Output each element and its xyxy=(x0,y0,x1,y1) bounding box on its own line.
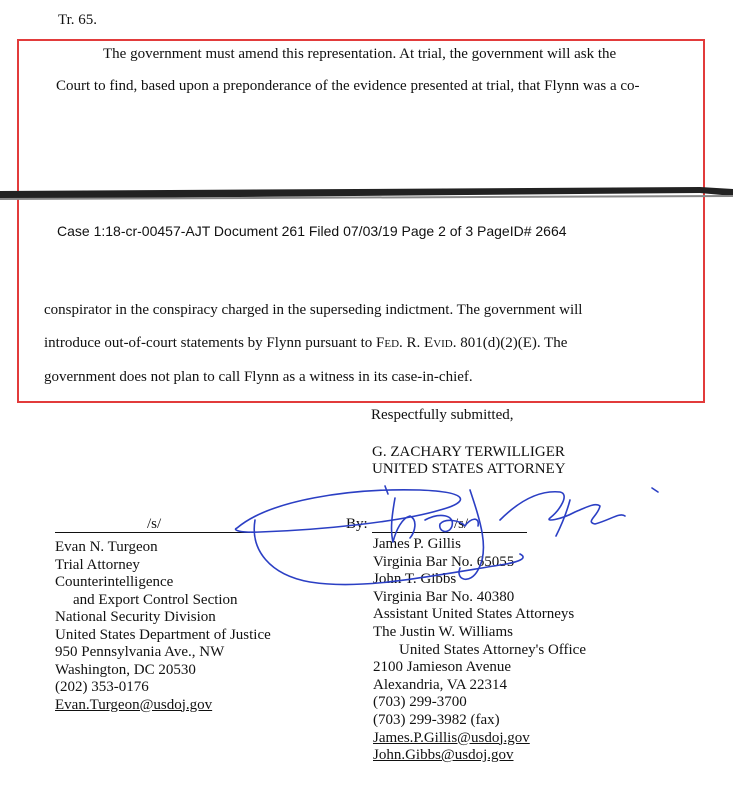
paragraph-2-line-3: government does not plan to call Flynn as a witness in its case-in-chief. xyxy=(44,369,473,385)
right-line: Alexandria, VA 22314 xyxy=(373,676,508,693)
by-label: By: xyxy=(346,516,368,532)
right-line: United States Attorney's Office xyxy=(399,641,586,658)
left-line: Counterintelligence xyxy=(55,574,174,590)
left-line: Trial Attorney xyxy=(55,556,140,573)
left-line: United States Department of Justice xyxy=(55,626,271,643)
right-line: Assistant United States Attorneys xyxy=(373,606,575,623)
left-line: and Export Control Section xyxy=(73,591,238,608)
closing: Respectfully submitted, xyxy=(371,407,514,423)
paragraph-2-line-2-pre: introduce out-of-court statements by Flynn pursuant to xyxy=(44,335,377,351)
right-slash-s: /s/ xyxy=(454,516,469,532)
left-line: Washington, DC 20530 xyxy=(55,661,196,678)
right-email-link[interactable]: John.Gibbs@usdoj.gov xyxy=(373,747,514,764)
left-line: National Security Division xyxy=(55,609,216,625)
left-email-link[interactable]: Evan.Turgeon@usdoj.gov xyxy=(55,696,213,713)
right-line: 2100 Jamieson Avenue xyxy=(373,659,512,676)
paragraph-2-line-1: conspirator in the conspiracy charged in the superseding indictment. The government will xyxy=(44,302,583,318)
attorney-title: UNITED STATES ATTORNEY xyxy=(372,461,566,477)
right-email-link[interactable]: James.P.Gillis@usdoj.gov xyxy=(373,729,530,746)
paragraph-2-line-2 xyxy=(44,335,567,352)
right-line: The Justin W. Williams xyxy=(373,623,513,640)
attorney-name: G. ZACHARY TERWILLIGER xyxy=(372,444,565,460)
left-line: (202) 353-0176 xyxy=(55,679,149,695)
handwritten-signature xyxy=(0,460,733,630)
left-slash-s: /s/ xyxy=(147,516,162,532)
transcript-reference: Tr. 65. xyxy=(58,12,98,28)
evidence-rule-cite: Fed. R. Evid. xyxy=(376,335,457,351)
left-line: 950 Pennsylvania Ave., NW xyxy=(55,644,225,660)
right-line: James P. Gillis xyxy=(373,536,461,552)
right-line: John T. Gibbs xyxy=(373,571,457,588)
left-line: Evan N. Turgeon xyxy=(55,539,158,555)
right-line: Virginia Bar No. 65055 xyxy=(373,553,515,570)
paragraph-1-line-2: Court to find, based upon a preponderance of the evidence presented at trial, that Flynn was a co- xyxy=(56,78,640,94)
page-break-divider xyxy=(0,187,733,201)
right-line: Virginia Bar No. 40380 xyxy=(373,588,515,605)
paragraph-1-line-1: The government must amend this representation. At trial, the government will ask the xyxy=(103,46,617,62)
paragraph-2-line-2-post: 801(d)(2)(E). The xyxy=(456,335,568,351)
right-line: (703) 299-3700 xyxy=(373,694,467,711)
right-line: (703) 299-3982 (fax) xyxy=(373,711,500,728)
case-header: Case 1:18-cr-00457-AJT Document 261 Filed 07/03/19 Page 2 of 3 PageID# 2664 xyxy=(57,223,567,239)
